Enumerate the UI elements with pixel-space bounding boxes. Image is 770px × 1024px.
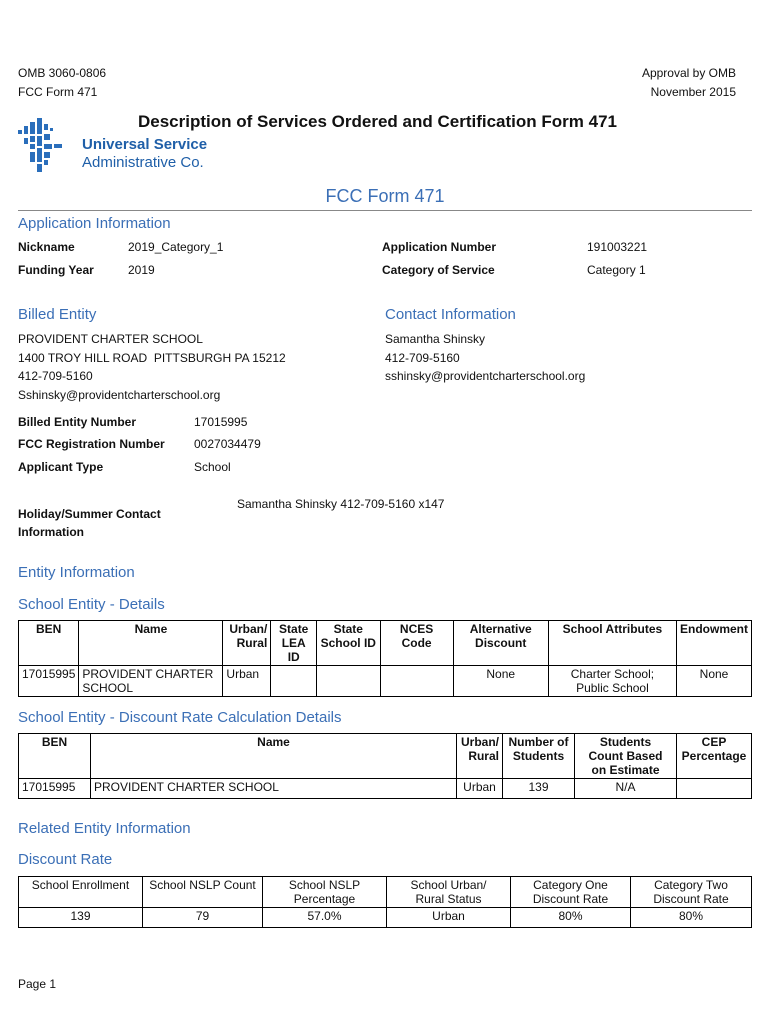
related-entity-heading: Related Entity Information (18, 820, 191, 837)
table-header-row (19, 621, 752, 666)
col-enrollment: School Enrollment (19, 877, 143, 908)
col-alt-discount: Alternative Discount (453, 621, 548, 666)
nickname-label: Nickname (18, 240, 75, 254)
title-divider (18, 210, 752, 211)
funding-year-value: 2019 (128, 263, 155, 277)
col-count-estimate: Students Count Based on Estimate (575, 734, 677, 779)
col-urban: Urban/ Rural (223, 621, 271, 666)
col-state-lea: State LEA ID (271, 621, 317, 666)
contact-phone: 412-709-5160 (385, 350, 460, 365)
contact-info-heading: Contact Information (385, 306, 516, 323)
table-row (19, 779, 752, 799)
cell-enrollment: 139 (19, 908, 143, 928)
approval-label: Approval by OMB (641, 66, 736, 80)
discount-calc-table (18, 733, 752, 799)
approval-date: November 2015 (650, 85, 736, 99)
applicant-type-value: School (194, 460, 231, 474)
billed-entity-name: PROVIDENT CHARTER SCHOOL (18, 332, 203, 346)
logo-line1: Universal Service (82, 136, 208, 153)
header-right (642, 64, 736, 102)
discount-rate-table (18, 876, 752, 928)
col-nslp-percentage: School NSLP Percentage (263, 877, 387, 908)
cell-nslp-count: 79 (143, 908, 263, 928)
cell-students: 139 (503, 779, 575, 799)
cell-estimate: N/A (575, 779, 677, 799)
application-number-label: Application Number (382, 240, 497, 254)
applicant-type-label: Applicant Type (18, 460, 104, 474)
col-attributes: School Attributes (548, 621, 676, 666)
school-details-heading: School Entity - Details (18, 596, 165, 613)
cell-nces (380, 666, 453, 697)
page-number: Page 1 (18, 977, 57, 991)
cell-urban: Urban (223, 666, 271, 697)
cell-ben: 17015995 (19, 666, 79, 697)
fcc-registration-value: 0027034479 (194, 437, 261, 451)
billed-entity-block (18, 330, 286, 404)
usac-logo-icon (14, 114, 84, 186)
col-nces: NCES Code (380, 621, 453, 666)
form-title: FCC Form 471 (325, 186, 445, 206)
billed-entity-address: 1400 TROY HILL ROAD PITTSBURGH PA 15212 (18, 350, 286, 365)
table-header-row (19, 734, 752, 779)
cell-cat1-discount: 80% (511, 908, 631, 928)
cell-name: PROVIDENT CHARTER SCHOOL (91, 779, 457, 799)
billed-entity-email: Sshinsky@providentcharterschool.org (18, 387, 221, 402)
col-name: Name (91, 734, 457, 779)
col-nslp-count: School NSLP Count (143, 877, 263, 908)
col-state-school: State School ID (317, 621, 381, 666)
col-endowment: Endowment (677, 621, 752, 666)
funding-year-label: Funding Year (18, 263, 94, 277)
contact-block (385, 330, 585, 386)
category-label: Category of Service (382, 263, 495, 277)
billed-entity-heading: Billed Entity (18, 306, 97, 323)
cell-alt-discount: None (453, 666, 548, 697)
document-title: Description of Services Ordered and Certification Form 471 (138, 112, 617, 131)
col-ben: BEN (19, 621, 79, 666)
col-cat1-discount: Category One Discount Rate (511, 877, 631, 908)
application-info-heading: Application Information (18, 215, 171, 232)
nickname-value: 2019_Category_1 (128, 240, 224, 254)
col-urban: Urban/ Rural (457, 734, 503, 779)
holiday-contact-label: Holiday/Summer Contact Information (18, 507, 161, 539)
table-row (19, 908, 752, 928)
cell-urban-status: Urban (387, 908, 511, 928)
billed-entity-number-label: Billed Entity Number (18, 415, 137, 429)
holiday-contact-value: Samantha Shinsky 412-709-5160 x147 (237, 497, 445, 511)
col-cat2-discount: Category Two Discount Rate (631, 877, 752, 908)
cell-nslp-percentage: 57.0% (263, 908, 387, 928)
table-header-row (19, 877, 752, 908)
cell-state-lea (271, 666, 317, 697)
cell-ben: 17015995 (19, 779, 91, 799)
billed-entity-phone: 412-709-5160 (18, 369, 93, 383)
table-row (19, 666, 752, 697)
contact-name: Samantha Shinsky (385, 332, 486, 346)
discount-rate-heading: Discount Rate (18, 851, 113, 868)
col-cep: CEP Percentage (677, 734, 752, 779)
application-number-value: 191003221 (587, 240, 648, 254)
discount-calc-heading: School Entity - Discount Rate Calculation Details (18, 709, 342, 726)
header-left (18, 64, 106, 102)
form-number: FCC Form 471 (18, 85, 98, 99)
omb-number: OMB 3060-0806 (18, 66, 107, 80)
logo-line2: Administrative Co. (82, 154, 204, 171)
fcc-registration-label: FCC Registration Number (18, 437, 165, 451)
cell-state-school (317, 666, 381, 697)
entity-info-heading: Entity Information (18, 564, 135, 581)
billed-entity-number-value: 17015995 (194, 415, 248, 429)
col-students: Number of Students (503, 734, 575, 779)
cell-cep (677, 779, 752, 799)
cell-attributes: Charter School; Public School (548, 666, 676, 697)
col-name: Name (79, 621, 223, 666)
cell-name: PROVIDENT CHARTER SCHOOL (79, 666, 223, 697)
school-details-table (18, 620, 752, 697)
col-ben: BEN (19, 734, 91, 779)
contact-email: sshinsky@providentcharterschool.org (385, 369, 586, 383)
cell-cat2-discount: 80% (631, 908, 752, 928)
category-value: Category 1 (587, 263, 646, 277)
cell-endowment: None (677, 666, 752, 697)
cell-urban: Urban (457, 779, 503, 799)
col-urban-status: School Urban/ Rural Status (387, 877, 511, 908)
